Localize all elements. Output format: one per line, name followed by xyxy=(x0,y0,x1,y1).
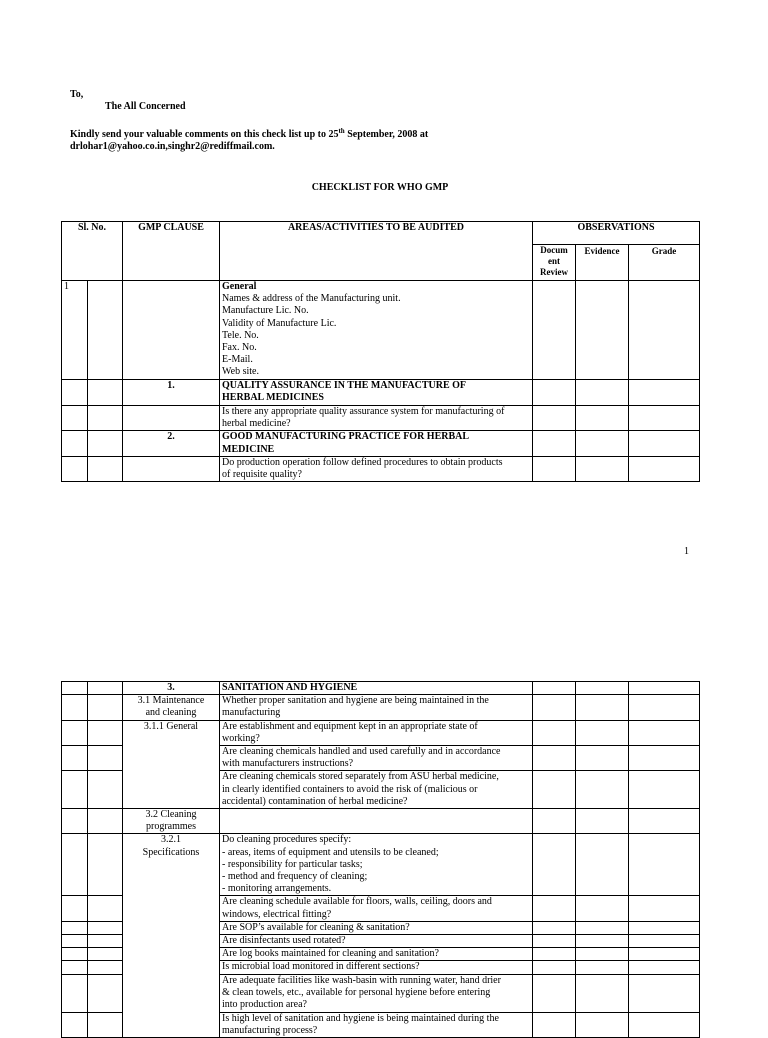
cell-evidence xyxy=(576,380,629,406)
comment-request-text: Kindly send your valuable comments on this check list up to 25 xyxy=(70,129,339,140)
cell-evidence xyxy=(576,834,629,896)
cell-sl-no xyxy=(62,406,88,431)
cell-doc-review xyxy=(533,921,576,934)
cell-sub xyxy=(88,948,123,961)
checklist-table-page2 xyxy=(61,681,700,1038)
cell-evidence xyxy=(576,281,629,380)
cell-doc-review xyxy=(533,682,576,695)
cell-sub xyxy=(88,974,123,1012)
table-row xyxy=(62,720,700,745)
cell-evidence xyxy=(576,720,629,745)
activity-line: Are cleaning schedule available for floors, walls, ceiling, doors and xyxy=(222,896,492,908)
general-item: Manufacture Lic. No. xyxy=(222,305,309,317)
activity-line: manufacturing xyxy=(222,707,281,719)
cell-activity xyxy=(220,746,533,771)
table-row xyxy=(62,431,700,456)
cell-clause xyxy=(123,406,220,431)
cell-clause xyxy=(123,695,220,720)
activity-line: Is high level of sanitation and hygiene is being maintained during the xyxy=(222,1012,499,1024)
header-grade: Grade xyxy=(629,245,700,281)
section-heading-line: GOOD MANUFACTURING PRACTICE FOR HERBAL xyxy=(222,431,470,443)
cell-activity: Are SOP’s available for cleaning & sanitation? xyxy=(220,921,533,934)
activity-line: - areas, items of equipment and utensils to be cleaned; xyxy=(222,846,439,858)
general-item: Tele. No. xyxy=(222,329,259,341)
cell-evidence xyxy=(576,456,629,481)
general-item: E-Mail. xyxy=(222,354,253,366)
cell-evidence xyxy=(576,961,629,974)
clause-line: Specifications xyxy=(142,846,200,858)
activity-line: windows, electrical fitting? xyxy=(222,908,332,920)
general-item: Names & address of the Manufacturing unit. xyxy=(222,293,401,305)
table-row xyxy=(62,834,700,896)
cell-grade xyxy=(629,682,700,695)
cell-evidence xyxy=(576,809,629,834)
table-row xyxy=(62,682,700,695)
cell-grade xyxy=(629,834,700,896)
cell-sl-no xyxy=(62,695,88,720)
cell-grade xyxy=(629,720,700,745)
cell-grade xyxy=(629,456,700,481)
cell-grade xyxy=(629,281,700,380)
activity-line: working? xyxy=(222,732,260,744)
header-doc-review-line: Review xyxy=(540,267,568,277)
cell-activity xyxy=(220,720,533,745)
cell-grade xyxy=(629,406,700,431)
cell-doc-review xyxy=(533,961,576,974)
cell-evidence xyxy=(576,431,629,456)
cell-grade xyxy=(629,896,700,921)
general-heading: General xyxy=(222,281,257,292)
cell-evidence xyxy=(576,948,629,961)
section-heading-line: MEDICINE xyxy=(222,443,275,455)
cell-grade xyxy=(629,771,700,809)
activity-line: & clean towels, etc., available for personal hygiene before entering xyxy=(222,986,491,998)
salutation: To, xyxy=(70,89,84,100)
header-doc-review-line: ent xyxy=(548,256,560,266)
general-item: Web site. xyxy=(222,366,259,378)
checklist-table-page1 xyxy=(61,221,700,482)
cell-clause xyxy=(123,809,220,834)
cell-evidence xyxy=(576,974,629,1012)
section-heading-line: HERBAL MEDICINES xyxy=(222,392,324,404)
cell-activity xyxy=(220,1012,533,1037)
cell-sl-no xyxy=(62,746,88,771)
cell-activity xyxy=(220,771,533,809)
cell-activity xyxy=(220,809,533,834)
activity-line: Are cleaning chemicals stored separately from ASU herbal medicine, xyxy=(222,771,499,783)
cell-sl-no xyxy=(62,896,88,921)
cell-clause: 2. xyxy=(123,431,220,456)
cell-activity xyxy=(220,974,533,1012)
cell-evidence xyxy=(576,746,629,771)
table-row xyxy=(62,380,700,406)
activity-line: - method and frequency of cleaning; xyxy=(222,871,368,883)
comment-request-date: September, 2008 at xyxy=(344,129,429,140)
date-suffix: th xyxy=(338,127,345,135)
cell-clause xyxy=(123,456,220,481)
cell-sl-no: 1 xyxy=(62,281,88,380)
cell-activity xyxy=(220,456,533,481)
activity-line: Do cleaning procedures specify: xyxy=(222,834,352,846)
cell-activity xyxy=(220,380,533,406)
cell-grade xyxy=(629,431,700,456)
table-row xyxy=(62,695,700,720)
section-heading-line: QUALITY ASSURANCE IN THE MANUFACTURE OF xyxy=(222,380,467,391)
activity-line: Do production operation follow defined procedures to obtain products xyxy=(222,456,503,468)
cell-activity xyxy=(220,695,533,720)
activity-line: of requisite quality? xyxy=(222,469,302,481)
cell-sub xyxy=(88,961,123,974)
cell-doc-review xyxy=(533,406,576,431)
table-row xyxy=(62,281,700,380)
activity-line: with manufacturers instructions? xyxy=(222,758,354,770)
cell-evidence xyxy=(576,935,629,948)
general-item: Fax. No. xyxy=(222,342,257,354)
cell-activity xyxy=(220,896,533,921)
cell-doc-review xyxy=(533,746,576,771)
cell-activity: SANITATION AND HYGIENE xyxy=(220,682,533,695)
header-gmp-clause: GMP CLAUSE xyxy=(123,222,220,281)
cell-evidence xyxy=(576,1012,629,1037)
table-row xyxy=(62,809,700,834)
cell-doc-review xyxy=(533,456,576,481)
cell-clause: 1. xyxy=(123,380,220,406)
cell-doc-review xyxy=(533,281,576,380)
cell-sl-no xyxy=(62,974,88,1012)
cell-doc-review xyxy=(533,896,576,921)
cell-grade xyxy=(629,746,700,771)
cell-sub xyxy=(88,834,123,896)
cell-sl-no xyxy=(62,948,88,961)
activity-line: accidental) contamination of herbal medicine? xyxy=(222,795,408,807)
activity-line: - monitoring arrangements. xyxy=(222,883,332,895)
cell-evidence xyxy=(576,921,629,934)
comment-request xyxy=(70,129,428,141)
cell-grade xyxy=(629,961,700,974)
cell-sub xyxy=(88,281,123,380)
cell-sl-no xyxy=(62,456,88,481)
cell-clause: 3. xyxy=(123,682,220,695)
header-observations: OBSERVATIONS xyxy=(533,222,700,245)
cell-grade xyxy=(629,921,700,934)
cell-sub xyxy=(88,746,123,771)
cell-doc-review xyxy=(533,771,576,809)
cell-evidence xyxy=(576,695,629,720)
cell-evidence xyxy=(576,896,629,921)
cell-activity xyxy=(220,431,533,456)
header-areas-activities: AREAS/ACTIVITIES TO BE AUDITED xyxy=(220,222,533,281)
cell-sl-no xyxy=(62,809,88,834)
cell-sub xyxy=(88,935,123,948)
page-number: 1 xyxy=(684,546,689,557)
table-row xyxy=(62,406,700,431)
cell-activity xyxy=(220,406,533,431)
cell-grade xyxy=(629,695,700,720)
activity-line: Are adequate facilities like wash-basin with running water, hand drier xyxy=(222,974,501,986)
header-evidence: Evidence xyxy=(576,245,629,281)
activity-line: into production area? xyxy=(222,999,307,1011)
cell-doc-review xyxy=(533,695,576,720)
activity-line: Are establishment and equipment kept in an appropriate state of xyxy=(222,720,478,732)
cell-activity: Are disinfectants used rotated? xyxy=(220,935,533,948)
cell-grade xyxy=(629,948,700,961)
cell-sub xyxy=(88,406,123,431)
cell-sl-no xyxy=(62,431,88,456)
cell-sl-no xyxy=(62,1012,88,1037)
cell-sub xyxy=(88,896,123,921)
cell-sl-no xyxy=(62,935,88,948)
activity-line: manufacturing process? xyxy=(222,1024,318,1036)
cell-grade xyxy=(629,974,700,1012)
clause-line: programmes xyxy=(146,821,196,833)
recipient: The All Concerned xyxy=(105,101,186,112)
cell-activity xyxy=(220,834,533,896)
cell-activity: Is microbial load monitored in different sections? xyxy=(220,961,533,974)
cell-doc-review xyxy=(533,974,576,1012)
cell-evidence xyxy=(576,406,629,431)
cell-doc-review xyxy=(533,834,576,896)
clause-line: 3.1 Maintenance xyxy=(137,695,205,707)
cell-sub xyxy=(88,1012,123,1037)
cell-sl-no xyxy=(62,682,88,695)
cell-sub xyxy=(88,695,123,720)
cell-doc-review xyxy=(533,935,576,948)
activity-line: in clearly identified containers to avoid the risk of (malicious or xyxy=(222,783,478,795)
cell-activity xyxy=(220,281,533,380)
cell-doc-review xyxy=(533,809,576,834)
cell-sl-no xyxy=(62,720,88,745)
cell-sl-no xyxy=(62,834,88,896)
cell-sl-no xyxy=(62,771,88,809)
cell-grade xyxy=(629,809,700,834)
cell-sub xyxy=(88,921,123,934)
clause-line: and cleaning xyxy=(145,707,197,719)
cell-sub xyxy=(88,809,123,834)
cell-activity: Are log books maintained for cleaning and sanitation? xyxy=(220,948,533,961)
cell-doc-review xyxy=(533,1012,576,1037)
cell-doc-review xyxy=(533,948,576,961)
cell-grade xyxy=(629,1012,700,1037)
general-item: Validity of Manufacture Lic. xyxy=(222,317,337,329)
activity-line: Are cleaning chemicals handled and used carefully and in accordance xyxy=(222,746,501,758)
activity-line: Is there any appropriate quality assurance system for manufacturing of xyxy=(222,406,505,417)
clause-line: 3.2 Cleaning xyxy=(145,809,197,821)
clause-line: 3.2.1 xyxy=(161,834,181,846)
cell-sub xyxy=(88,456,123,481)
cell-sub xyxy=(88,771,123,809)
cell-grade xyxy=(629,935,700,948)
header-sl-no: Sl. No. xyxy=(62,222,123,281)
header-document-review xyxy=(533,245,576,281)
cell-sl-no xyxy=(62,380,88,406)
contact-emails: drlohar1@yahoo.co.in,singhr2@rediffmail.com. xyxy=(70,141,275,152)
cell-evidence xyxy=(576,682,629,695)
table-row xyxy=(62,456,700,481)
cell-sub xyxy=(88,380,123,406)
cell-sub xyxy=(88,431,123,456)
activity-line: - responsibility for particular tasks; xyxy=(222,858,363,870)
cell-evidence xyxy=(576,771,629,809)
activity-line: herbal medicine? xyxy=(222,418,291,430)
cell-doc-review xyxy=(533,380,576,406)
cell-clause xyxy=(123,834,220,1038)
cell-doc-review xyxy=(533,431,576,456)
cell-sub xyxy=(88,720,123,745)
cell-sl-no xyxy=(62,961,88,974)
cell-sub xyxy=(88,682,123,695)
cell-sl-no xyxy=(62,921,88,934)
checklist-title: CHECKLIST FOR WHO GMP xyxy=(311,182,449,193)
cell-clause xyxy=(123,281,220,380)
cell-clause: 3.1.1 General xyxy=(123,720,220,808)
cell-doc-review xyxy=(533,720,576,745)
header-doc-review-line: Docum xyxy=(540,245,568,255)
activity-line: Whether proper sanitation and hygiene are being maintained in the xyxy=(222,695,489,707)
cell-grade xyxy=(629,380,700,406)
